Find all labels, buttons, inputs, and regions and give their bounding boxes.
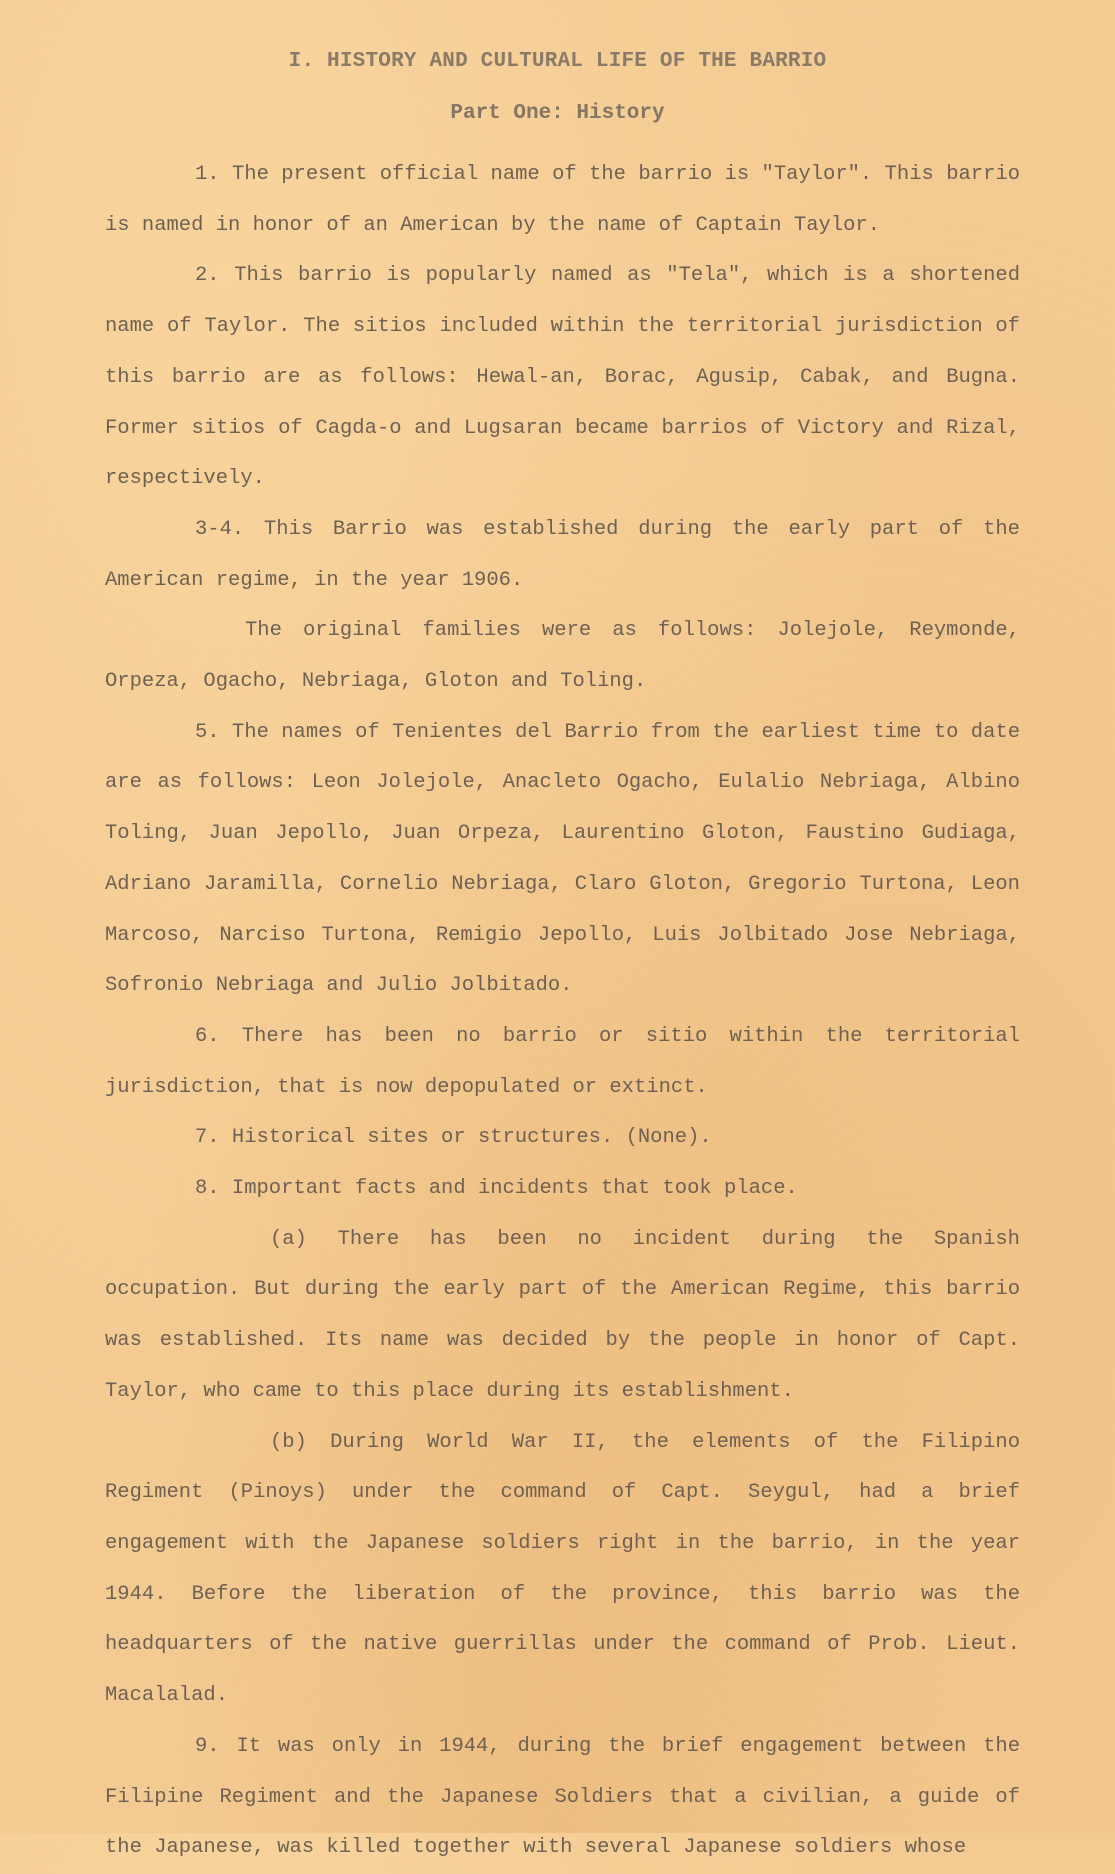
paragraph-original-families: The original families were as follows: Jolejole, Reymonde, Orpeza, Ogacho, Nebriaga, Gloton and Toling. — [105, 619, 1020, 694]
paragraph-spanish-occupation: (a) There has been no incident during the Spanish occupation. But during the early part of the American Regime, this barrio was established. Its name was decided by the people in honor of Capt. Taylor, who came to this place during its establishment. — [105, 1227, 1020, 1403]
document-subtitle: Part One: History — [450, 102, 665, 125]
paragraph-depopulated: 6. There has been no barrio or sitio within the territorial jurisdiction, that is now depopulated or extinct. — [105, 1024, 1020, 1099]
document-title: I. HISTORY AND CULTURAL LIFE OF THE BARRIO — [288, 50, 827, 73]
paragraph-popular-name: 2. This barrio is popularly named as "Tela", which is a shortened name of Taylor. The sitios included within the territorial jurisdiction of this barrio are as follows: Hewal-an, Borac, Agusip, Cabak, and Bugna. Former sitios of Cagda-o and Lugsaran became barrios of Victory and Rizal, respectively. — [105, 264, 1020, 491]
document-body — [105, 150, 1020, 1874]
paragraph-official-name: 1. The present official name of the barrio is "Taylor". This barrio is named in honor of an American by the name of Captain Taylor. — [105, 163, 1020, 237]
paragraph-world-war-two: (b) During World War II, the elements of the Filipino Regiment (Pinoys) under the command of Capt. Seygul, had a brief engagement with the Japanese soldiers right in the barrio, in the year 1944. Before the liberation of the province, this barrio was the headquarters of the native guerrillas under the command of Prob. Lieut. Macalalad. — [105, 1430, 1020, 1708]
paragraph-important-facts: 8. Important facts and incidents that took place. — [195, 1177, 798, 1201]
paragraph-establishment: 3-4. This Barrio was established during the early part of the American regime, in the year 1906. — [105, 517, 1020, 592]
paragraph-tenientes: 5. The names of Tenientes del Barrio from the earliest time to date are as follows: Leon Jolejole, Anacleto Ogacho, Eulalio Nebriaga, Albino Toling, Juan Jepollo, Juan Orpeza, Laurentino Gloton, Faustino Gudiaga, Adriano Jaramilla, Cornelio Nebriaga, Claro Gloton, Gregorio Turtona, Leon Marcoso, Narciso Turtona, Remigio Jepollo, Luis Jolbitado Jose Nebriaga, Sofronio Nebriaga and Julio Jolbitado. — [105, 720, 1020, 998]
paragraph-civilian-killed: 9. It was only in 1944, during the brief engagement between the Filipine Regiment and the Japanese Soldiers that a civilian, a guide of the Japanese, was killed together with several Japanese soldiers whose — [105, 1734, 1020, 1860]
paragraph-historical-sites: 7. Historical sites or structures. (None). — [195, 1126, 712, 1150]
